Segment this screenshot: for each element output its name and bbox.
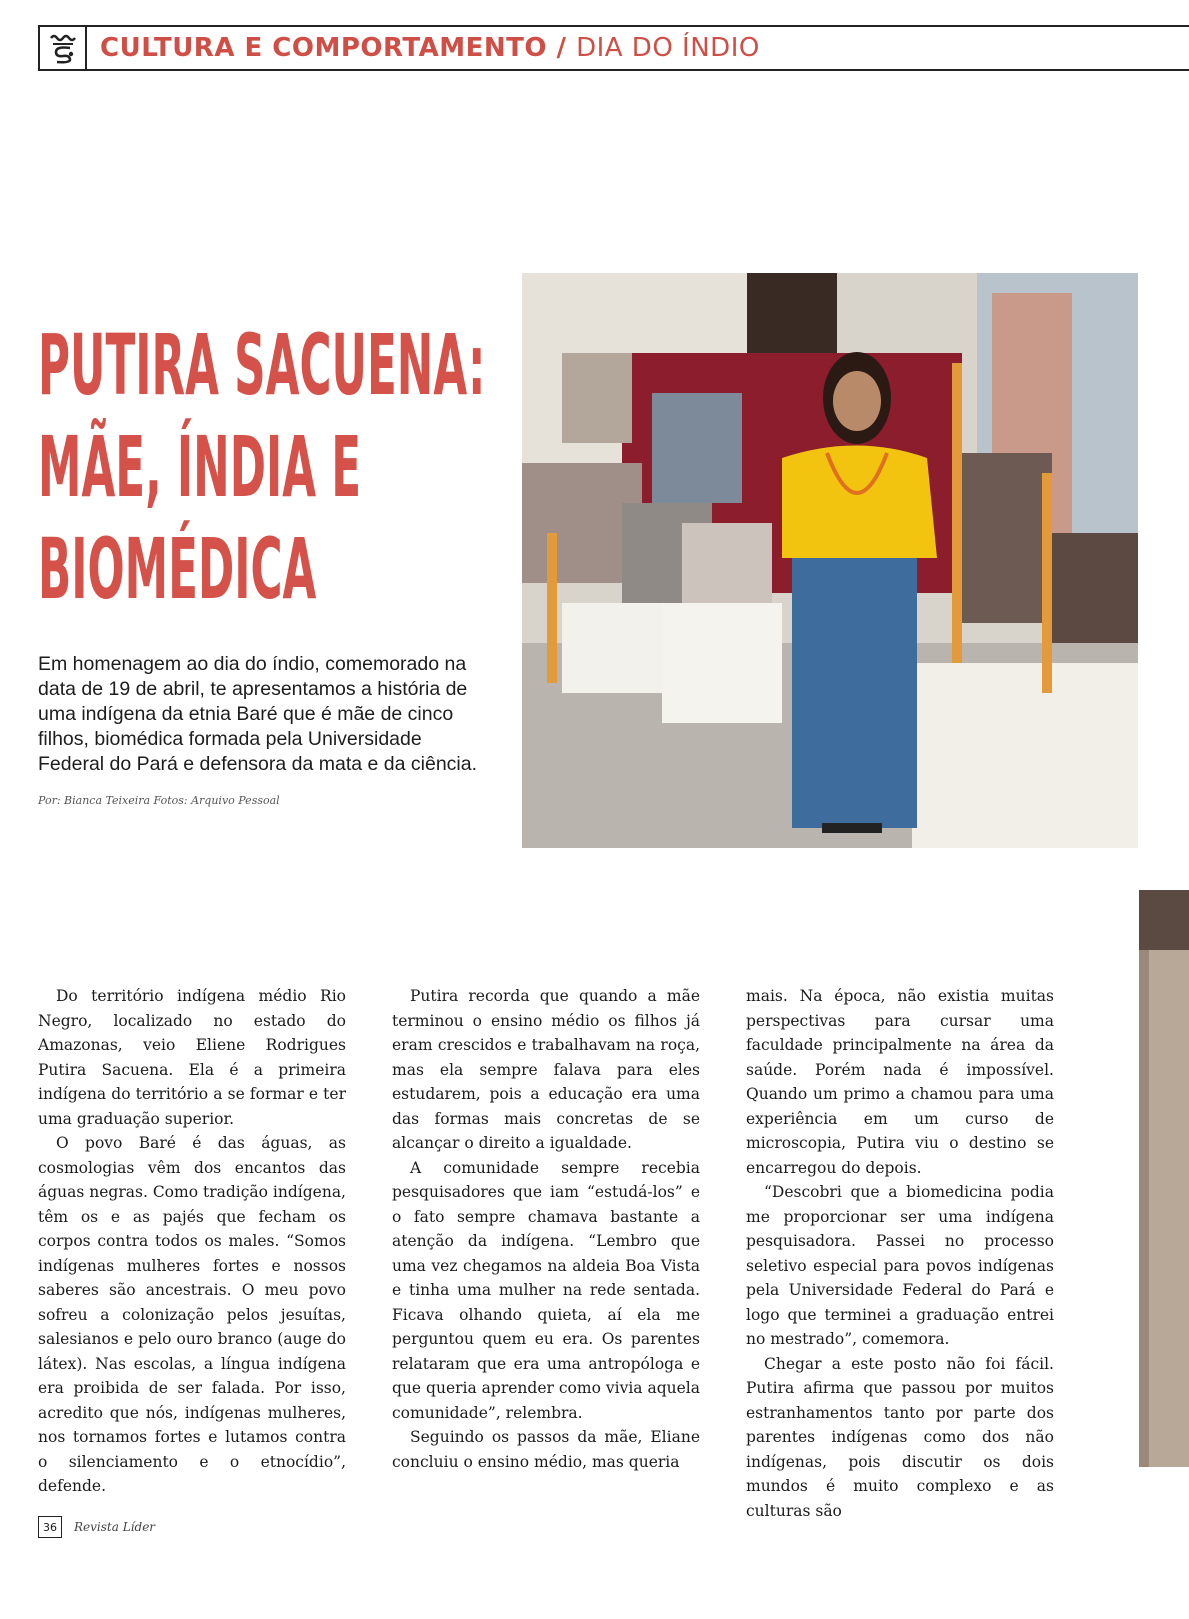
page-number: 36 <box>38 1516 62 1538</box>
body-column-3 <box>746 984 1054 1523</box>
article-byline: Por: Bianca Teixeira Fotos: Arquivo Pessoal <box>38 794 280 807</box>
side-photo-edge <box>1139 890 1189 1467</box>
paragraph: Seguindo os passos da mãe, Eliane concluiu o ensino médio, mas queria <box>392 1428 700 1471</box>
body-column-2 <box>392 984 700 1474</box>
section-name: CULTURA E COMPORTAMENTO <box>100 33 547 63</box>
subsection-name: DIA DO ÍNDIO <box>576 33 760 63</box>
body-column-1 <box>38 984 346 1499</box>
article-lead: Em homenagem ao dia do índio, comemorado na data de 19 de abril, te apresentamos a história de uma indígena da etnia Baré que é mãe de cinco filhos, biomédica formada pela Universidade Federal do Pará e defensora da mata e da ciência. <box>38 653 478 775</box>
paragraph: Do território indígena médio Rio Negro, localizado no estado do Amazonas, veio Eliene Rodrigues Putira Sacuena. Ela é a primeira indígena do território a se formar e ter uma graduação superior. <box>38 987 346 1128</box>
headline-line-1: PUTIRA SACUENA: <box>38 316 486 414</box>
paragraph-continuation: mais. Na época, não existia muitas perspectivas para cursar uma faculdade principalmente na área da saúde. Porém nada é impossível. Quando um primo a chamou para uma experiência em um curso de microscopia, Putira viu o destino se encarregou do depois. <box>746 987 1054 1177</box>
portrait-photo <box>522 273 1138 848</box>
paragraph: Putira recorda que quando a mãe terminou o ensino médio os filhos já eram crescidos e trabalhavam na roça, mas ela sempre falava para eles estudarem, pois a educação era uma das formas mais concretas de se alcançar o direito a igualdade. <box>392 987 700 1152</box>
section-header <box>38 25 1189 71</box>
paragraph: Chegar a este posto não foi fácil. Putira afirma que passou por muitos estranhamentos tanto por parte dos parentes indígenas como dos não indígenas, pois discutir os dois mundos é muito complexo e as culturas são <box>746 1354 1054 1520</box>
headline-line-3: BIOMÉDICA <box>38 520 317 618</box>
section-separator: / <box>546 33 577 63</box>
magazine-name: Revista Líder <box>74 1520 156 1534</box>
article-headline <box>38 314 486 620</box>
section-title <box>100 33 760 63</box>
paragraph: O povo Baré é das águas, as cosmologias vêm dos encantos das águas negras. Como tradição indígena, têm os e as pajés que fecham os corpos contra todos os males. “Somos indígenas mulheres fortes e nossos saberes são ancestrais. O meu povo sofreu a colonização pelos jesuítas, salesianos e pelo ouro branco (auge do látex). Nas escolas, a língua indígena era proibida de ser falada. Por isso, acredito que nós, indígenas mulheres, nos tornamos fortes e lutamos contra o silenciamento e o etnocídio”, defende. <box>38 1134 346 1495</box>
magazine-logo-icon <box>40 27 87 69</box>
paragraph: A comunidade sempre recebia pesquisadores que iam “estudá-los” e o fato sempre chamava bastante a atenção da indígena. “Lembro que uma vez chegamos na aldeia Boa Vista e tinha uma mulher na rede sentada. Ficava olhando quieta, aí ela me perguntou quem eu era. Os parentes relataram que era uma antropóloga e que queria aprender como vivia aquela comunidade”, relembra. <box>392 1158 700 1422</box>
headline-line-2: MÃE, ÍNDIA E <box>38 418 362 516</box>
paragraph: “Descobri que a biomedicina podia me proporcionar ser uma indígena pesquisadora. Passei no processo seletivo especial para povos indígenas pela Universidade Federal do Pará e logo que terminei a graduação entrei no mestrado”, comemora. <box>746 1183 1054 1348</box>
page-footer <box>38 1516 155 1538</box>
